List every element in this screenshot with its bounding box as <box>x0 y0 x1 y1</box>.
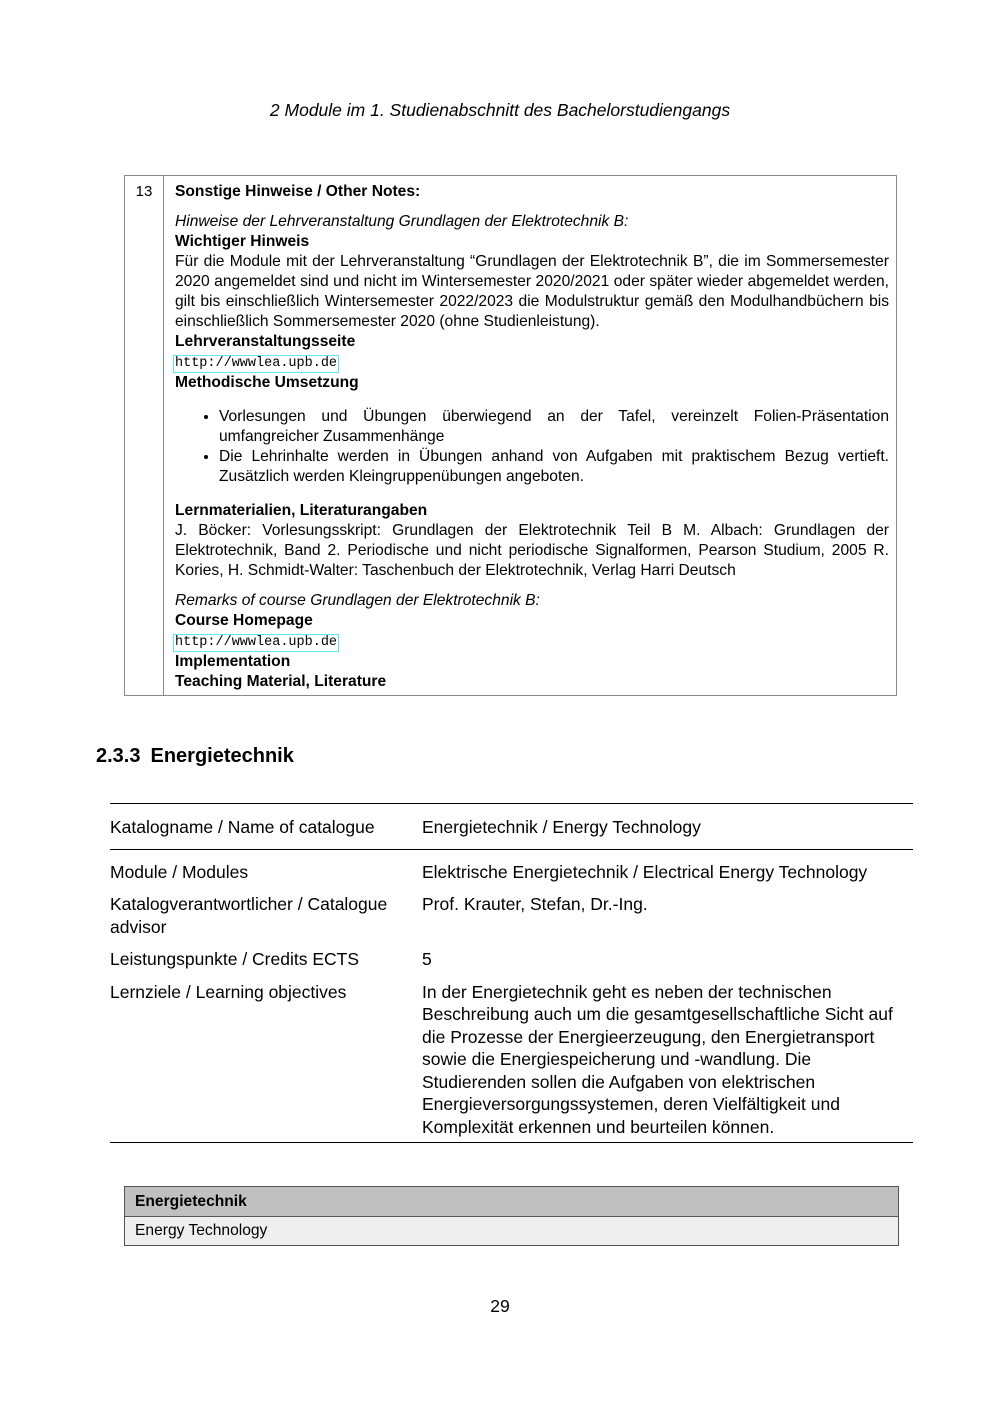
catalogue-label: Katalogname / Name of catalogue <box>110 804 422 850</box>
method-list-item: • Die Lehrinhalte werden in Übungen anhand von Aufgaben mit praktischem Bezug vertieft. Zusätzlich werden Kleingruppenübungen angeboten. <box>219 447 889 487</box>
table-row <box>110 883 913 938</box>
catalogue-value: In der Energietechnik geht es neben der technischen Beschreibung auch um die gesamtgesellschaftliche Sicht auf die Prozesse der Energieerzeugung, den Energietransport sowie die Energiespeicherung und -wandlung. Die Studierenden sollen die Aufgaben von elektrischen Energieversorgungssystemen, deren Vielfältigkeit und Komplexität erkennen und beurteilen können. <box>422 971 913 1143</box>
notes-title: Sonstige Hinweise / Other Notes: <box>175 183 421 200</box>
catalogue-value: Energietechnik / Energy Technology <box>422 804 913 850</box>
running-header: 2 Module im 1. Studienabschnitt des Bachelorstudiengangs <box>269 100 731 120</box>
material-text: J. Böcker: Vorlesungsskript: Grundlagen der Elektrotechnik Teil B M. Albach: Grundlagen der Elektrotechnik, Band 2. Periodische und nicht periodische Signalformen, Pearson Studium, 2005 R. Kories, H. Schmidt-Walter: Taschenbuch der Elektrotechnik, Verlag Harri Deutsch <box>175 522 889 579</box>
other-notes-box <box>124 175 897 696</box>
catalogue-label: Lernziele / Learning objectives <box>110 971 422 1143</box>
catalogue-value: Prof. Krauter, Stefan, Dr.-Ing. <box>422 894 648 914</box>
notes-de-intro: Hinweise der Lehrveranstaltung Grundlagen der Elektrotechnik B: <box>175 213 629 230</box>
section-number: 2.3.3 <box>96 745 141 767</box>
catalogue-table <box>110 803 913 1143</box>
notes-en-intro: Remarks of course Grundlagen der Elektrotechnik B: <box>175 592 540 609</box>
table-row <box>110 938 913 971</box>
catalogue-label: Module / Modules <box>110 861 249 882</box>
energy-box-subtitle: Energy Technology <box>125 1217 898 1245</box>
course-page-link[interactable]: http://wwwlea.upb.de <box>175 356 338 371</box>
catalogue-label: Leistungspunkte / Credits ECTS <box>110 949 360 969</box>
table-row <box>110 849 913 883</box>
section-heading <box>96 745 294 768</box>
notes-content <box>175 182 889 692</box>
energy-box-title: Energietechnik <box>125 1187 898 1217</box>
energy-technology-box <box>124 1186 899 1246</box>
en-implementation-heading: Implementation <box>175 653 291 670</box>
important-heading: Wichtiger Hinweis <box>175 233 310 250</box>
notes-row-number: 13 <box>125 176 164 695</box>
page-number: 29 <box>490 1296 510 1316</box>
course-page-heading: Lehrveranstaltungsseite <box>175 333 356 350</box>
method-heading: Methodische Umsetzung <box>175 374 359 391</box>
en-material-heading: Teaching Material, Literature <box>175 673 387 690</box>
catalogue-value: Elektrische Energietechnik / Electrical Energy Technology <box>422 861 868 882</box>
method-list-item: • Vorlesungen und Übungen überwiegend an der Tafel, vereinzelt Folien-Präsentation umfangreicher Zusammenhänge <box>219 407 889 447</box>
important-text: Für die Module mit der Lehrveranstaltung “Grundlagen der Elektrotechnik B”, die im Sommersemester 2020 angemeldet sind und nicht im Wintersemester 2020/2021 oder später wieder abgemeldet werden, gilt bis einschließlich Wintersemester 2022/2023 die Modulstruktur gemäß den Modulhandbüchern bis einschließlich Sommersemester 2020 (ohne Studienleistung). <box>175 253 889 330</box>
en-homepage-link[interactable]: http://wwwlea.upb.de <box>175 635 338 650</box>
method-list <box>175 407 889 487</box>
material-heading: Lernmaterialien, Literaturangaben <box>175 502 428 519</box>
catalogue-value: 5 <box>422 949 432 969</box>
section-title: Energietechnik <box>150 745 294 767</box>
table-row <box>110 971 913 1143</box>
en-homepage-heading: Course Homepage <box>175 612 313 629</box>
table-row <box>110 804 913 850</box>
catalogue-label: Katalogverantwortlicher / Catalogue advisor <box>110 894 388 937</box>
